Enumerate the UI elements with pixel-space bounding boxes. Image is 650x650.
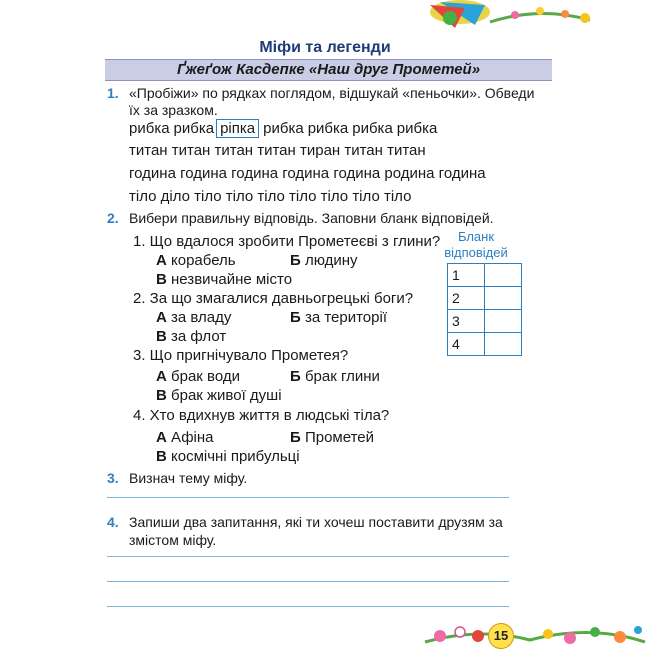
answer-cell[interactable] xyxy=(485,333,522,356)
answer-row xyxy=(448,287,522,310)
question-1: 1. Що вдалося зробити Прометеєві з глини? xyxy=(133,233,441,250)
task-2-instruction: Вибери правильну відповідь. Заповни бланк відповідей. xyxy=(129,210,494,226)
option-b: Б брак глини xyxy=(290,368,380,385)
answer-sheet-table xyxy=(447,263,522,356)
answer-row xyxy=(448,310,522,333)
word-row-1 xyxy=(129,119,441,138)
word: рибка xyxy=(352,120,393,137)
answer-row-number: 1 xyxy=(448,264,485,287)
answer-line[interactable] xyxy=(107,556,509,557)
option-a: А за владу xyxy=(156,309,232,326)
task-1-number: 1. xyxy=(107,85,119,101)
word: рибка xyxy=(396,120,438,137)
answer-cell[interactable] xyxy=(485,287,522,310)
flower-decoration-bottom xyxy=(420,612,650,650)
option-c: В незвичайне місто xyxy=(156,271,293,288)
answer-row xyxy=(448,264,522,287)
answer-line[interactable] xyxy=(107,497,509,498)
word-row-4: тіло діло тіло тіло тіло тіло тіло тіло тіло xyxy=(129,188,412,205)
section-title: Міфи та легенди xyxy=(259,39,391,56)
option-c: В космічні прибульці xyxy=(156,448,300,465)
option-b: Б Прометей xyxy=(290,429,374,446)
option-a: А брак води xyxy=(156,368,240,385)
answer-row-number: 2 xyxy=(448,287,485,310)
task-4-instruction-line-1: Запиши два запитання, які ти хочеш поставити друзям за xyxy=(129,514,503,530)
answer-row-number: 4 xyxy=(448,333,485,356)
word: рибка xyxy=(307,120,349,137)
question-4: 4. Хто вдихнув життя в людські тіла? xyxy=(133,407,390,424)
option-b: Б за території xyxy=(290,309,387,326)
option-a: А корабель xyxy=(156,252,236,269)
option-c: В брак живої душі xyxy=(156,387,282,404)
answer-row-number: 3 xyxy=(448,310,485,333)
word: рибка xyxy=(263,120,304,137)
option-a: А Афіна xyxy=(156,429,214,446)
answer-cell[interactable] xyxy=(485,264,522,287)
answer-row xyxy=(448,333,522,356)
word: рибка xyxy=(129,120,170,137)
answer-sheet-title: Бланк відповідей xyxy=(444,229,508,260)
circled-example-word: ріпка xyxy=(216,119,259,138)
task-4-instruction-line-2: змістом міфу. xyxy=(129,532,217,548)
task-3-instruction: Визнач тему міфу. xyxy=(129,470,248,486)
word-row-2: титан титан титан титан тиран титан титан xyxy=(129,142,426,159)
task-1-instruction-line-1: «Пробіжи» по рядках поглядом, відшукай «пеньочки». Обведи xyxy=(129,85,535,101)
question-2: 2. За що змагалися давньогрецькі боги? xyxy=(133,290,414,307)
answer-line[interactable] xyxy=(107,606,509,607)
task-1-instruction-line-2: їх за зразком. xyxy=(129,102,218,118)
task-3-number: 3. xyxy=(107,470,119,486)
task-4-number: 4. xyxy=(107,514,119,530)
page-number: 15 xyxy=(488,623,514,649)
story-title-bar: Ґжеґож Касдепке «Наш друг Прометей» xyxy=(105,59,552,81)
word: рибка xyxy=(173,120,215,137)
flower-decoration-top xyxy=(420,0,650,30)
option-b: Б людину xyxy=(290,252,358,269)
word-row-3: година година година година година родина година xyxy=(129,165,486,182)
question-3: 3. Що пригнічувало Прометея? xyxy=(133,347,349,364)
option-c: В за флот xyxy=(156,328,227,345)
task-2-number: 2. xyxy=(107,210,119,226)
answer-line[interactable] xyxy=(107,581,509,582)
answer-cell[interactable] xyxy=(485,310,522,333)
